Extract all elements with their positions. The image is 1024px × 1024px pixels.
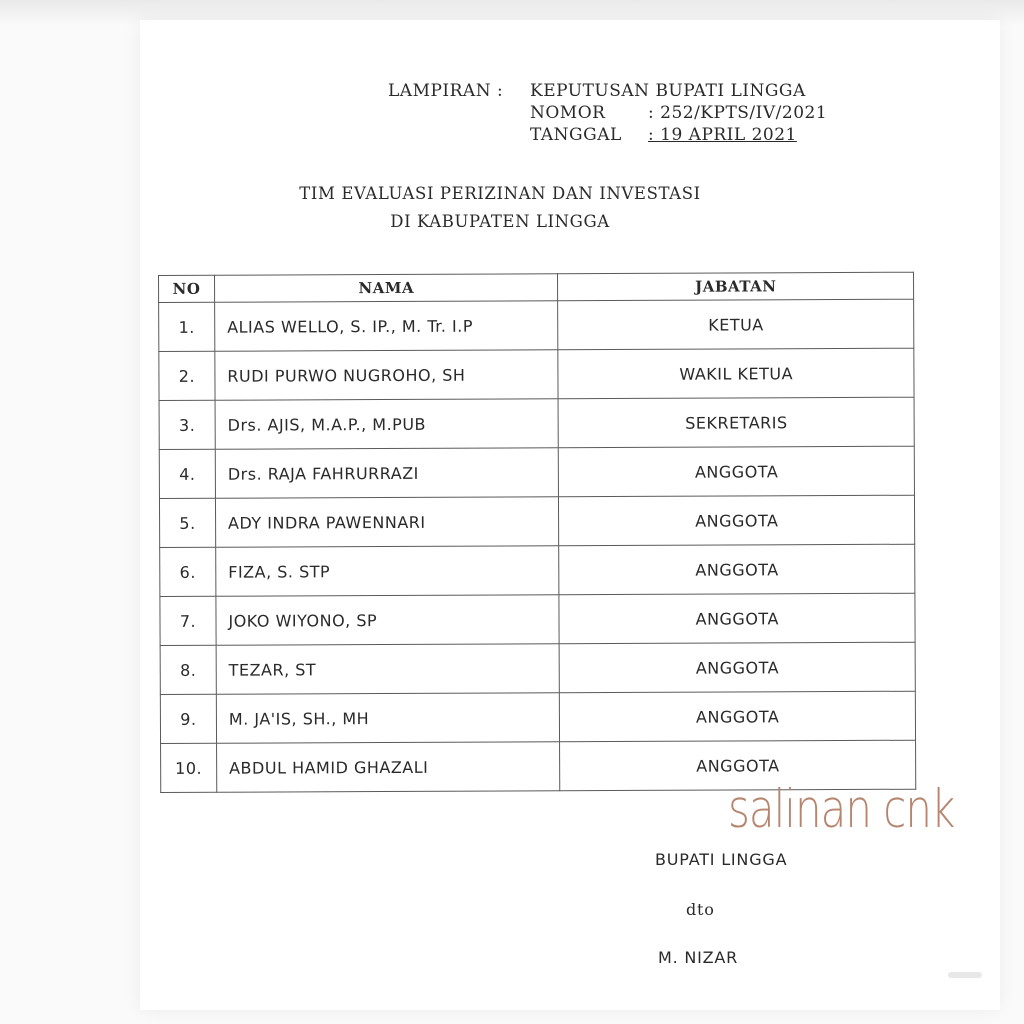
nomor-label: NOMOR: [530, 103, 606, 123]
table-header-row: [159, 272, 914, 302]
row-jabatan: ANGGOTA: [560, 740, 916, 791]
row-no: 2.: [159, 351, 215, 400]
row-nama: ABDUL HAMID GHAZALI: [216, 742, 560, 792]
row-nama: RUDI PURWO NUGROHO, SH: [215, 350, 559, 400]
salinan-watermark: salinan cnk: [728, 778, 955, 840]
signatory-name: M. NIZAR: [658, 948, 739, 967]
row-no: 1.: [159, 302, 215, 351]
tanggal-line: [530, 124, 827, 146]
nomor-line: [530, 102, 827, 124]
table-row: [159, 446, 914, 498]
faint-corner-mark: [948, 972, 982, 978]
nomor-value: : 252/KPTS/IV/2021: [648, 103, 828, 123]
title-line-2: DI KABUPATEN LINGGA: [390, 212, 610, 231]
row-nama: ALIAS WELLO, S. IP., M. Tr. I.P: [215, 301, 559, 351]
row-jabatan: ANGGOTA: [560, 691, 916, 742]
header-nama: NAMA: [214, 274, 558, 302]
row-no: 6.: [160, 547, 216, 596]
document-title: [280, 180, 720, 236]
table-row: [160, 642, 915, 694]
table-row: [159, 495, 914, 547]
tanggal-value: : 19 APRIL 2021: [648, 125, 797, 145]
row-jabatan: SEKRETARIS: [559, 397, 915, 448]
row-jabatan: ANGGOTA: [559, 544, 915, 595]
row-jabatan: WAKIL KETUA: [558, 348, 914, 399]
row-no: 10.: [161, 743, 217, 792]
table-row: [160, 544, 915, 596]
tanggal-label: TANGGAL: [530, 125, 622, 145]
signature-dto: dto: [686, 900, 715, 919]
lampiran-label: LAMPIRAN :: [388, 81, 504, 101]
row-jabatan: ANGGOTA: [559, 446, 915, 497]
header-jabatan: JABATAN: [558, 272, 914, 301]
table-row: [159, 348, 914, 400]
table-row: [160, 593, 915, 645]
row-jabatan: KETUA: [558, 299, 914, 350]
table-row: [160, 691, 915, 743]
row-jabatan: ANGGOTA: [560, 642, 916, 693]
table-row: [159, 299, 914, 351]
row-nama: Drs. AJIS, M.A.P., M.PUB: [215, 399, 559, 449]
keputusan-line: KEPUTUSAN BUPATI LINGGA: [530, 81, 806, 101]
row-no: 8.: [160, 645, 216, 694]
row-jabatan: ANGGOTA: [559, 495, 915, 546]
signatory-title: BUPATI LINGGA: [655, 850, 788, 869]
row-no: 7.: [160, 596, 216, 645]
row-nama: Drs. RAJA FAHRURRAZI: [215, 448, 559, 498]
row-nama: M. JA'IS, SH., MH: [216, 693, 560, 743]
member-table: [158, 272, 916, 793]
table-row: [159, 397, 914, 449]
row-nama: ADY INDRA PAWENNARI: [215, 497, 559, 547]
lampiran-details: [530, 80, 827, 146]
row-nama: FIZA, S. STP: [216, 546, 560, 596]
row-no: 5.: [159, 498, 215, 547]
row-nama: JOKO WIYONO, SP: [216, 595, 560, 645]
row-nama: TEZAR, ST: [216, 644, 560, 694]
row-no: 9.: [160, 694, 216, 743]
row-no: 3.: [159, 400, 215, 449]
row-no: 4.: [159, 449, 215, 498]
title-line-1: TIM EVALUASI PERIZINAN DAN INVESTASI: [299, 184, 701, 203]
header-no: NO: [159, 275, 215, 302]
row-jabatan: ANGGOTA: [559, 593, 915, 644]
